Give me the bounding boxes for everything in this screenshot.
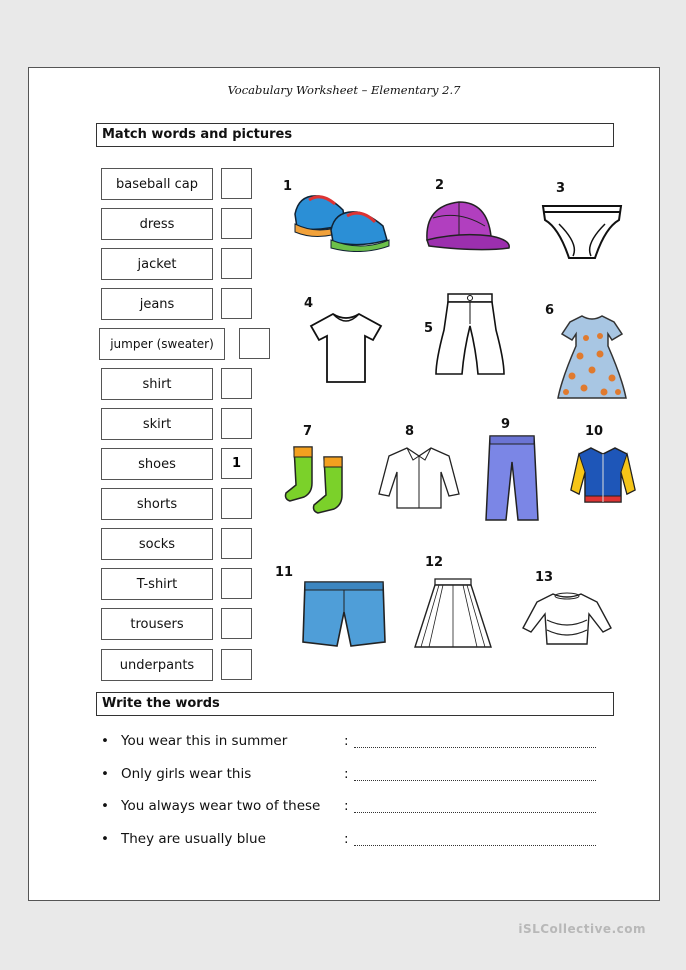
- question-text: You wear this in summer: [121, 733, 288, 749]
- picture-number: 2: [435, 178, 445, 193]
- picture-number: 5: [424, 321, 434, 336]
- picture-number: 12: [425, 555, 444, 570]
- word-label: socks: [101, 528, 213, 560]
- answer-box[interactable]: 1: [221, 448, 252, 479]
- jeans-icon: [434, 290, 506, 378]
- question-text: Only girls wear this: [121, 766, 252, 782]
- trousers-icon: [482, 432, 542, 524]
- question-text: They are usually blue: [121, 831, 266, 847]
- picture-number: 10: [585, 424, 604, 439]
- dress-icon: [556, 312, 628, 402]
- word-label: dress: [101, 208, 213, 240]
- answer-box[interactable]: [221, 168, 252, 199]
- word-label: shorts: [101, 488, 213, 520]
- answer-line[interactable]: [354, 770, 596, 781]
- jumper-icon: [521, 590, 613, 648]
- word-label: T-shirt: [101, 568, 213, 600]
- answer-box[interactable]: [221, 608, 252, 639]
- answer-box[interactable]: [221, 408, 252, 439]
- word-label: baseball cap: [101, 168, 213, 200]
- picture-number: 13: [535, 570, 554, 585]
- bullet: •: [101, 733, 109, 749]
- shoes-icon: [291, 180, 397, 252]
- underpants-icon: [539, 198, 625, 266]
- worksheet-page: [28, 67, 660, 901]
- shirt-icon: [377, 444, 461, 510]
- colon: :: [344, 766, 349, 782]
- jacket-icon: [569, 444, 637, 508]
- answer-box[interactable]: [221, 368, 252, 399]
- picture-number: 9: [501, 417, 511, 432]
- answer-box[interactable]: [221, 488, 252, 519]
- picture-number: 6: [545, 303, 555, 318]
- word-label: shoes: [101, 448, 213, 480]
- section-header-write: Write the words: [96, 692, 614, 716]
- worksheet-title: Vocabulary Worksheet – Elementary 2.7: [227, 83, 461, 97]
- bullet: •: [101, 766, 109, 782]
- word-label: jumper (sweater): [99, 328, 225, 360]
- picture-number: 11: [275, 565, 294, 580]
- colon: :: [344, 733, 349, 749]
- word-label: underpants: [101, 649, 213, 681]
- word-label: skirt: [101, 408, 213, 440]
- socks-icon: [284, 443, 358, 515]
- picture-number: 7: [303, 424, 313, 439]
- answer-box[interactable]: [239, 328, 270, 359]
- skirt-icon: [413, 575, 493, 653]
- answer-box[interactable]: [221, 649, 252, 680]
- watermark: iSLCollective.com: [518, 922, 646, 936]
- answer-line[interactable]: [354, 835, 596, 846]
- answer-box[interactable]: [221, 288, 252, 319]
- colon: :: [344, 798, 349, 814]
- colon: :: [344, 831, 349, 847]
- picture-number: 8: [405, 424, 415, 439]
- bullet: •: [101, 831, 109, 847]
- baseball-cap-icon: [419, 196, 515, 256]
- answer-box[interactable]: [221, 568, 252, 599]
- answer-line[interactable]: [354, 802, 596, 813]
- word-label: jeans: [101, 288, 213, 320]
- t-shirt-icon: [307, 308, 385, 386]
- question-text: You always wear two of these: [121, 798, 321, 814]
- word-label: shirt: [101, 368, 213, 400]
- answer-box[interactable]: [221, 528, 252, 559]
- shorts-icon: [299, 576, 389, 652]
- word-label: jacket: [101, 248, 213, 280]
- picture-number: 1: [283, 179, 293, 194]
- picture-number: 4: [304, 296, 314, 311]
- section-header-match: Match words and pictures: [96, 123, 614, 147]
- picture-number: 3: [556, 181, 566, 196]
- answer-box[interactable]: [221, 208, 252, 239]
- answer-line[interactable]: [354, 737, 596, 748]
- answer-box[interactable]: [221, 248, 252, 279]
- word-label: trousers: [101, 608, 213, 640]
- bullet: •: [101, 798, 109, 814]
